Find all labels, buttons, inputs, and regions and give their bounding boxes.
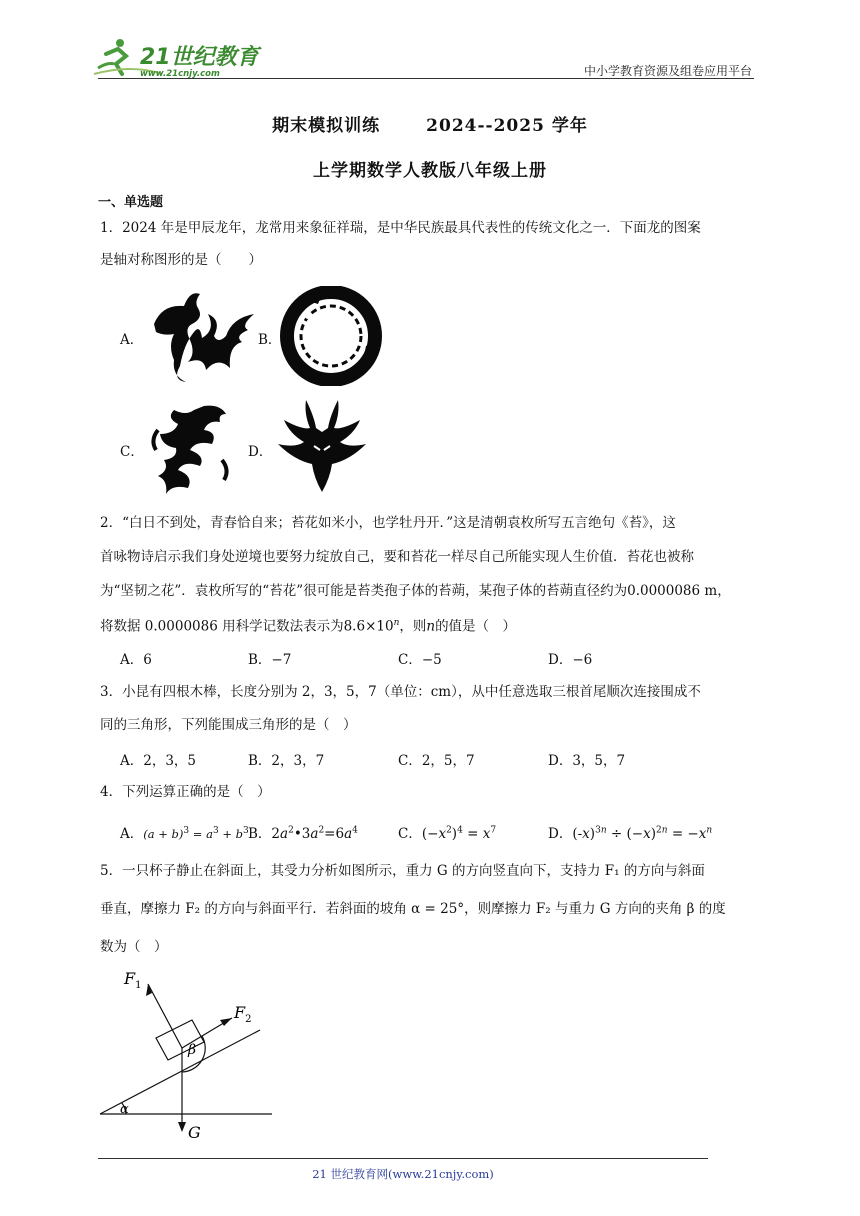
dragon-image-a [144,284,260,384]
q2-question-end: 的值是（ ） [435,618,517,635]
logo-text: 21世纪教育 [140,45,259,70]
dragon-image-b [278,286,384,386]
q4-option-c-formula: $(-x^2)^4 = x^7$ [421,825,497,842]
title-line-1 [0,111,860,136]
force-diagram [96,962,276,1142]
logo-url: www.21cnjy.com [140,69,220,79]
q4-option-d-label: D． [548,826,573,842]
q3-line-2: 同的三角形，下列能围成三角形的是（ ） [100,717,357,733]
f2-label: $F_2$ [234,1003,252,1025]
q2-line-3 [100,581,780,601]
q2-sci-notation: 8.6×10 [343,618,394,635]
q4-option-b-formula: $2a^2•3a^2=6a^4$ [271,825,358,842]
q2-then: ，则 [399,618,427,635]
q2-option-a: A．6 [120,652,152,668]
q3-option-a: A．2，3，5 [120,753,197,769]
q2-line-1: 2．“白日不到处，青春恰自来；苔花如米小，也学牡丹开．”这是清朝袁枚所写五言绝句《苔》，这 [100,515,676,531]
q3-option-b: B．2，3，7 [248,753,325,769]
q1-line-2: 是轴对称图形的是（ ） [100,252,262,268]
q4-line-1: 4．下列运算正确的是（ ） [100,784,271,800]
q4-option-a [120,822,249,842]
section-heading: 一、单选题 [98,195,164,210]
q4-option-b [248,822,358,842]
q1-line-1: 1．2024 年是甲辰龙年，龙常用来象征祥瑞，是中华民族最具代表性的传统文化之一．下面龙的图案 [100,220,701,236]
q2-exponent: n [393,618,400,628]
q2-line-3-text: 为“坚韧之花”．袁枚所写的“苔花”很可能是苔类孢子体的苔蒴，某孢子体的苔蒴直径约为 [100,583,628,599]
platform-name: 中小学教育资源及组卷应用平台 [583,64,752,78]
q2-n-variable: n [426,618,436,635]
q3-option-d: D．3，5，7 [548,753,626,769]
q2-option-d: D．−6 [548,652,593,668]
q2-line-4-text: 将数据 0.0000086 用科学记数法表示为 [100,618,344,635]
dragon-image-d [274,398,370,496]
f1-arrow-line [148,984,182,1048]
g-arrowhead [178,1122,186,1132]
q2-option-b: B．−7 [248,652,292,668]
footer-divider [98,1158,708,1159]
beta-label: β [188,1042,197,1058]
q4-option-c-label: C． [398,826,422,842]
q2-option-c: C．−5 [398,652,442,668]
q5-line-2: 垂直，摩擦力 F₂ 的方向与斜面平行．若斜面的坡角 α = 25°，则摩擦力 F₂ 与重力 G 方向的夹角 β 的度 [100,901,726,917]
title-part-right: 2024--2025 学年 [426,116,588,136]
title-part-left: 期末模拟训练 [272,116,381,136]
q1-option-d-label: D． [248,444,273,460]
q3-line-1: 3．小昆有四根木棒，长度分别为 2，3，5，7（单位：cm），从中任意选取三根首尾顺次连接围成不 [100,684,701,700]
q5-line-3: 数为（ ） [100,939,168,955]
footer-text: 21 世纪教育网(www.21cnjy.com) [312,1167,494,1181]
cup-block [156,1020,204,1060]
q1-option-c-label: C． [120,444,144,460]
dragon-image-c [148,400,232,498]
g-label: G [188,1123,201,1142]
f1-label: $F_1$ [124,969,142,991]
q4-option-b-label: B． [248,826,272,842]
q1-option-b-label: B． [258,332,282,348]
q4-option-a-formula: $(a + b)^3 = a^3 + b^3$ [143,826,249,841]
q5-line-1: 5．一只杯子静止在斜面上，其受力分析如图所示，重力 G 的方向竖直向下，支持力 F₁ 的方向与斜面 [100,863,705,879]
q2-line-4 [100,613,780,637]
q4-option-c [398,822,496,842]
q3-option-c: C．2，5，7 [398,753,475,769]
header-divider [98,78,754,79]
title-line-2: 上学期数学人教版八年级上册 [313,161,547,181]
alpha-label: α [120,1102,129,1117]
q4-option-d [548,822,712,842]
q4-option-a-label: A． [120,826,144,842]
q4-option-d-formula: $(-x)^{3n} \div (-x)^{2n} = -x^n$ [572,825,713,842]
q1-option-a-label: A． [120,332,144,348]
q2-diameter-value: 0.0000086 m， [627,583,731,599]
q2-line-2: 首咏物诗启示我们身处逆境也要努力绽放自己，要和苔花一样尽自己所能实现人生价值．苔花也被称 [100,549,694,565]
